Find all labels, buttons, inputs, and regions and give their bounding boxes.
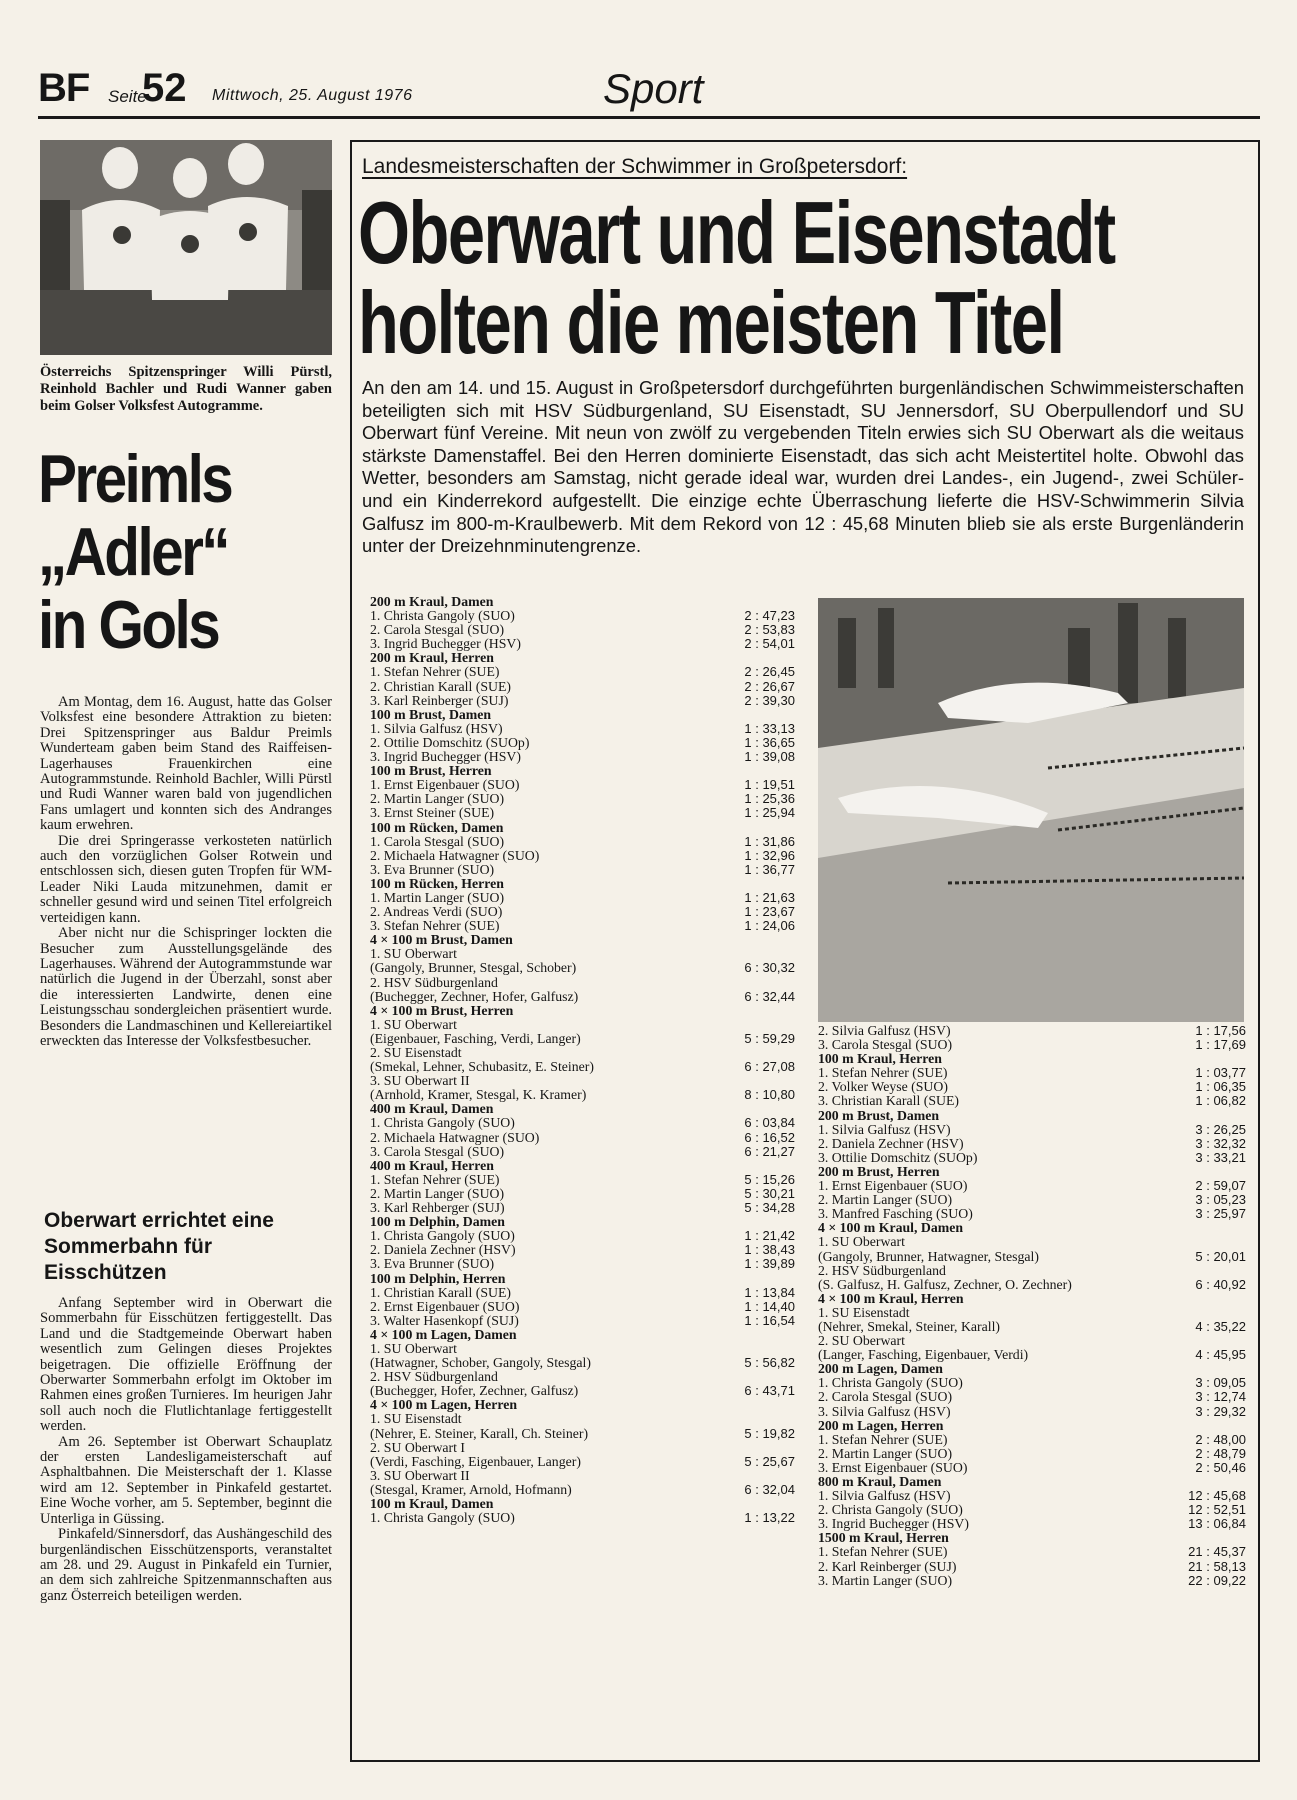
result-row	[370, 1455, 795, 1469]
competitor-name: 3. Ernst Steiner (SUE)	[370, 805, 495, 821]
competitor-name: 2. Ernst Eigenbauer (SUO)	[370, 1298, 520, 1314]
competitor-name: 3. Carola Stesgal (SUO)	[370, 1143, 505, 1159]
competitor-name: (S. Galfusz, H. Galfusz, Zechner, O. Zechner)	[818, 1276, 1072, 1292]
headline-line: Oberwart und Eisenstadt	[358, 183, 1115, 282]
result-time: 6 : 43,71	[744, 1383, 795, 1399]
result-row	[370, 1145, 795, 1159]
left-headline	[38, 443, 293, 662]
competitor-name: 2. Daniela Zechner (HSV)	[370, 1242, 516, 1258]
ski-jumpers-photo	[40, 140, 332, 355]
competitor-name: 2. Carola Stesgal (SUO)	[370, 622, 505, 638]
competitor-name: 2. Martin Langer (SUO)	[818, 1445, 953, 1461]
result-row	[818, 1461, 1246, 1475]
competitor-name: 2. Daniela Zechner (HSV)	[818, 1135, 964, 1151]
result-time: 1 : 32,96	[744, 847, 795, 863]
competitor-name: 3. Silvia Galfusz (HSV)	[818, 1403, 951, 1419]
result-row	[370, 1483, 795, 1497]
result-row	[370, 609, 795, 623]
competitor-name: 1. SU Oberwart	[370, 1016, 457, 1032]
competitor-name: 2. Ottilie Domschitz (SUOp)	[370, 734, 530, 750]
result-time: 5 : 25,67	[744, 1453, 795, 1469]
competitor-name: 1. Ernst Eigenbauer (SUO)	[370, 777, 520, 793]
competitor-name: 3. SU Oberwart II	[370, 1467, 470, 1483]
competitor-name: 1. Stefan Nehrer (SUE)	[370, 1171, 500, 1187]
result-row	[370, 1469, 795, 1483]
competitor-name: 2. SU Oberwart	[818, 1333, 905, 1349]
result-time: 1 : 23,67	[744, 904, 795, 920]
result-row	[818, 1334, 1246, 1348]
event-heading: 200 m Lagen, Herren	[818, 1417, 944, 1433]
result-time: 12 : 45,68	[1188, 1488, 1246, 1504]
competitor-name: 2. SU Oberwart I	[370, 1439, 466, 1455]
result-row	[818, 1306, 1246, 1320]
competitor-name: 3. Ingrid Buchegger (HSV)	[370, 749, 521, 765]
paragraph: Aber nicht nur die Schispringer lockten die Besucher zum Ausstellungsgelände des Lagerhauses. Während der Autogrammstunde war natürlich die Jugend in der Überzahl, sonst aber die interessierten Landwirte, denen eine Leistungsschau sondergleichen präsentiert wurde. Besonders die Landmaschinen und Kellereiartikel erweckten das Interesse der Volksfestbesucher.	[40, 925, 332, 1049]
result-row	[818, 1080, 1246, 1094]
result-row	[370, 806, 795, 820]
result-row	[370, 1257, 795, 1271]
result-time: 8 : 10,80	[744, 1087, 795, 1103]
result-time: 1 : 36,77	[744, 861, 795, 877]
paragraph: Die drei Springerasse verkosteten natürlich auch den vorzüglichen Golser Rotwein und entschlossen sich, diesen guten Tropfen für WM-Leader Niki Lauda mitzunehmen, damit er schneller gesund wird und seinen Titel erfolgreich verteidigen kann.	[40, 832, 332, 926]
section-title: Sport	[603, 65, 704, 112]
result-row	[370, 849, 795, 863]
headline-line: holten die meisten Titel	[358, 273, 1064, 372]
result-time: 2 : 48,79	[1195, 1445, 1246, 1461]
issue-date: Mittwoch, 25. August 1976	[212, 87, 413, 104]
result-time: 4 : 45,95	[1195, 1347, 1246, 1363]
competitor-name: 1. Christa Gangoly (SUO)	[370, 1115, 515, 1131]
result-row	[370, 623, 795, 637]
event-heading: 4 × 100 m Kraul, Damen	[818, 1220, 964, 1236]
page-label: Seite	[108, 87, 147, 106]
result-row	[370, 694, 795, 708]
result-time: 2 : 48,00	[1195, 1431, 1246, 1447]
event-heading: 400 m Kraul, Damen	[370, 1101, 494, 1117]
result-row	[818, 1094, 1246, 1108]
eisschuetzen-headline: Oberwart errichtet eine Sommerbahn für Eisschützen	[44, 1209, 274, 1284]
event-heading: 200 m Lagen, Damen	[818, 1361, 943, 1377]
result-time: 1 : 06,82	[1195, 1093, 1246, 1109]
result-row	[370, 1243, 795, 1257]
result-time: 1 : 39,89	[744, 1256, 795, 1272]
competitor-name: (Arnhold, Kramer, Stesgal, K. Kramer)	[370, 1087, 587, 1103]
event-heading: 1500 m Kraul, Herren	[818, 1530, 949, 1546]
result-row	[370, 1300, 795, 1314]
results-list-right	[818, 1024, 1246, 1588]
result-row	[370, 722, 795, 736]
result-row	[818, 1320, 1246, 1334]
result-time: 5 : 20,01	[1195, 1248, 1246, 1264]
competitor-name: 1. Ernst Eigenbauer (SUO)	[818, 1178, 968, 1194]
result-time: 2 : 26,67	[744, 678, 795, 694]
result-row	[818, 1560, 1246, 1574]
paragraph: Am 26. September ist Oberwart Schauplatz der ersten Landesligameisterschaft auf Asphaltbahnen. Die Meisterschaft der 1. Klasse wird am 12. September in Pinkafeld gestartet. Eine Woche vorher, am 5. September, beginnt die Unterliga in Güssing.	[40, 1433, 332, 1527]
result-row	[370, 1229, 795, 1243]
article-headline	[358, 183, 1115, 372]
competitor-name: 2. Carola Stesgal (SUO)	[818, 1389, 953, 1405]
competitor-name: (Buchegger, Zechner, Hofer, Galfusz)	[370, 988, 579, 1004]
competitor-name: (Stesgal, Kramer, Arnold, Hofmann)	[370, 1481, 572, 1497]
competitor-name: 2. Andreas Verdi (SUO)	[370, 904, 503, 920]
result-row	[370, 1412, 795, 1426]
result-row	[370, 1441, 795, 1455]
result-time: 3 : 09,05	[1195, 1375, 1246, 1391]
result-row	[370, 947, 795, 961]
result-time: 6 : 32,44	[744, 988, 795, 1004]
event-heading: 100 m Delphin, Herren	[370, 1270, 506, 1286]
result-time: 1 : 25,94	[744, 805, 795, 821]
competitor-name: 2. Michaela Hatwagner (SUO)	[370, 1129, 540, 1145]
photo-caption: Österreichs Spitzenspringer Willi Pürstl, Reinhold Bachler und Rudi Wanner gaben beim Golser Volksfest Autogramme.	[40, 364, 332, 414]
competitor-name: 3. SU Oberwart II	[370, 1073, 470, 1089]
result-time: 6 : 30,32	[744, 960, 795, 976]
result-time: 5 : 34,28	[744, 1200, 795, 1216]
result-time: 1 : 17,56	[1195, 1023, 1246, 1038]
result-row	[370, 891, 795, 905]
masthead-rule	[38, 116, 1260, 119]
result-time: 1 : 33,13	[744, 720, 795, 736]
competitor-name: 3. Eva Brunner (SUO)	[370, 861, 495, 877]
result-time: 1 : 14,40	[744, 1298, 795, 1314]
result-time: 2 : 26,45	[744, 664, 795, 680]
competitor-name: 3. Manfred Fasching (SUO)	[818, 1206, 973, 1222]
competitor-name: 1. Carola Stesgal (SUO)	[370, 833, 505, 849]
result-row	[370, 863, 795, 877]
result-row	[370, 1201, 795, 1215]
eisschuetzen-article-body	[40, 1296, 332, 1604]
competitor-name: 3. Ingrid Buchegger (HSV)	[370, 636, 521, 652]
result-row	[818, 1123, 1246, 1137]
competitor-name: (Gangoly, Brunner, Hatwagner, Stesgal)	[818, 1248, 1039, 1264]
competitor-name: 3. Walter Hasenkopf (SUJ)	[370, 1312, 519, 1328]
result-time: 2 : 39,30	[744, 692, 795, 708]
result-time: 21 : 58,13	[1188, 1558, 1246, 1574]
competitor-name: 1. SU Oberwart	[370, 1340, 457, 1356]
result-time: 1 : 31,86	[744, 833, 795, 849]
competitor-name: (Hatwagner, Schober, Gangoly, Stesgal)	[370, 1355, 591, 1371]
result-time: 1 : 03,77	[1195, 1065, 1246, 1081]
competitor-name: 1. Christa Gangoly (SUO)	[370, 1228, 515, 1244]
event-heading: 400 m Kraul, Herren	[370, 1157, 494, 1173]
event-heading: 100 m Brust, Damen	[370, 706, 492, 722]
competitor-name: 2. Karl Reinberger (SUJ)	[818, 1558, 957, 1574]
event-heading: 100 m Rücken, Damen	[370, 819, 504, 835]
result-row	[370, 990, 795, 1004]
result-row	[818, 1137, 1246, 1151]
competitor-name: 2. Michaela Hatwagner (SUO)	[370, 847, 540, 863]
result-time: 6 : 32,04	[744, 1481, 795, 1497]
result-time: 2 : 50,46	[1195, 1459, 1246, 1475]
result-row	[818, 1264, 1246, 1278]
result-time: 5 : 19,82	[744, 1425, 795, 1441]
paragraph: Am Montag, dem 16. August, hatte das Golser Volksfest eine besondere Attraktion zu bieten: Drei Spitzenspringer aus Baldur Preimls Wunderteam gaben beim Stand des Raiffeisen-Lagerhauses Frauenkirchen eine Autogrammstunde. Reinhold Bachler, Willi Pürstl und Rudi Wanner waren bald von jugendlichen Fans umlagert und konnten sich des Andranges kaum erwehren.	[40, 694, 332, 834]
result-row	[370, 778, 795, 792]
result-row	[370, 1187, 795, 1201]
result-row	[370, 961, 795, 975]
competitor-name: (Nehrer, E. Steiner, Karall, Ch. Steiner)	[370, 1425, 589, 1441]
competitor-name: 3. Carola Stesgal (SUO)	[818, 1037, 953, 1053]
swimmers-photo	[818, 598, 1244, 1022]
event-heading: 100 m Brust, Herren	[370, 763, 492, 779]
result-time: 1 : 39,08	[744, 749, 795, 765]
result-time: 5 : 56,82	[744, 1355, 795, 1371]
competitor-name: 1. Christa Gangoly (SUO)	[370, 608, 515, 624]
result-row	[370, 1060, 795, 1074]
result-row	[818, 1390, 1246, 1404]
result-time: 6 : 03,84	[744, 1115, 795, 1131]
competitor-name: (Nehrer, Smekal, Steiner, Karall)	[818, 1318, 1001, 1334]
competitor-name: 2. Christian Karall (SUE)	[370, 678, 512, 694]
result-row	[370, 835, 795, 849]
result-time: 1 : 24,06	[744, 918, 795, 934]
result-time: 2 : 54,01	[744, 636, 795, 652]
result-time: 2 : 47,23	[744, 608, 795, 624]
competitor-name: 2. Martin Langer (SUO)	[818, 1192, 953, 1208]
competitor-name: (Buchegger, Hofer, Zechner, Galfusz)	[370, 1383, 579, 1399]
competitor-name: (Smekal, Lehner, Schubasitz, E. Steiner)	[370, 1059, 594, 1075]
result-row	[818, 1574, 1246, 1588]
event-heading: 800 m Kraul, Damen	[818, 1474, 942, 1489]
competitor-name: 3. Eva Brunner (SUO)	[370, 1256, 495, 1272]
event-heading: 200 m Brust, Herren	[818, 1163, 940, 1179]
result-row	[818, 1278, 1246, 1292]
result-time: 4 : 35,22	[1195, 1318, 1246, 1334]
event-heading: 200 m Kraul, Herren	[370, 650, 494, 666]
result-row	[370, 976, 795, 990]
result-row	[818, 1447, 1246, 1461]
result-row	[818, 1517, 1246, 1531]
competitor-name: 1. Christian Karall (SUE)	[370, 1284, 512, 1300]
newspaper-logo: BF	[38, 66, 90, 110]
result-row	[818, 1545, 1246, 1559]
result-time: 12 : 52,51	[1188, 1502, 1246, 1518]
result-row	[818, 1405, 1246, 1419]
result-time: 21 : 45,37	[1188, 1544, 1246, 1560]
result-row	[370, 905, 795, 919]
result-time: 1 : 25,36	[744, 791, 795, 807]
result-row	[818, 1376, 1246, 1390]
event-heading: 100 m Kraul, Herren	[818, 1051, 942, 1067]
competitor-name: (Gangoly, Brunner, Stesgal, Schober)	[370, 960, 577, 976]
competitor-name: 1. SU Eisenstadt	[370, 1411, 462, 1427]
result-row	[370, 1370, 795, 1384]
result-row	[370, 680, 795, 694]
competitor-name: 1. SU Eisenstadt	[818, 1304, 910, 1320]
result-time: 13 : 06,84	[1188, 1516, 1246, 1532]
competitor-name: 3. Karl Rehberger (SUJ)	[370, 1200, 505, 1216]
result-row	[818, 1066, 1246, 1080]
result-row	[818, 1193, 1246, 1207]
competitor-name: 1. Christa Gangoly (SUO)	[370, 1510, 515, 1526]
result-time: 5 : 59,29	[744, 1030, 795, 1046]
result-time: 3 : 25,97	[1195, 1206, 1246, 1222]
left-headline-line: „Adler“	[38, 514, 228, 590]
competitor-name: 3. Ernst Eigenbauer (SUO)	[818, 1459, 968, 1475]
result-row	[818, 1024, 1246, 1038]
result-row	[370, 1511, 795, 1525]
left-headline-line: Preimls	[38, 441, 232, 517]
result-row	[370, 665, 795, 679]
result-row	[370, 1131, 795, 1145]
result-row	[370, 750, 795, 764]
event-heading: 100 m Kraul, Damen	[370, 1496, 494, 1511]
swimming-article	[350, 140, 1260, 1762]
result-row	[818, 1179, 1246, 1193]
result-row	[818, 1151, 1246, 1165]
result-row	[370, 1314, 795, 1328]
result-row	[370, 919, 795, 933]
result-row	[370, 1088, 795, 1102]
competitor-name: (Langer, Fasching, Eigenbauer, Verdi)	[818, 1347, 1029, 1363]
event-heading: 100 m Delphin, Damen	[370, 1214, 505, 1230]
competitor-name: 3. Ingrid Buchegger (HSV)	[818, 1516, 969, 1532]
event-heading: 4 × 100 m Lagen, Damen	[370, 1326, 517, 1342]
result-row	[818, 1207, 1246, 1221]
competitor-name: 1. Stefan Nehrer (SUE)	[818, 1431, 948, 1447]
competitor-name: 3. Martin Langer (SUO)	[818, 1572, 953, 1588]
result-time: 1 : 13,84	[744, 1284, 795, 1300]
result-time: 3 : 05,23	[1195, 1192, 1246, 1208]
result-time: 3 : 12,74	[1195, 1389, 1246, 1405]
result-row	[818, 1348, 1246, 1362]
result-time: 6 : 16,52	[744, 1129, 795, 1145]
competitor-name: 2. Christa Gangoly (SUO)	[818, 1502, 963, 1518]
event-heading: 4 × 100 m Brust, Herren	[370, 1002, 514, 1018]
result-time: 1 : 21,42	[744, 1228, 795, 1244]
result-time: 6 : 21,27	[744, 1143, 795, 1159]
result-row	[370, 1116, 795, 1130]
left-headline-line: in Gols	[38, 587, 219, 663]
result-time: 5 : 30,21	[744, 1185, 795, 1201]
page-number: 52	[142, 66, 187, 110]
event-heading: 4 × 100 m Brust, Damen	[370, 932, 513, 948]
article-lead: An den am 14. und 15. August in Großpetersdorf durchgeführten burgenländischen Schwimmeisterschaften beteiligten sich mit HSV Südburgenland, SU Eisenstadt, SU Jennersdorf, SU Oberpullendorf und SU Oberwart fünf Vereine. Mit neun von zwölf zu vergebenden Titeln erwies sich SU Oberwart als die weitaus stärkste Damenstaffel. Bei den Herren dominierte Eisenstadt, das sich acht Meistertitel holte. Obwohl das Wetter, besonders am Samstag, nicht gerade ideal war, wurden drei Landes-, ein Jugend-, zwei Schüler- und ein Kinderrekord aufgestellt. Die einzige echte Überraschung lieferte die HSV-Schwimmerin Silvia Galfusz im 800-m-Kraulbewerb. Mit dem Rekord von 12 : 45,68 Minuten blieb sie als erste Burgenländerin unter der Dreizehnminutengrenze.	[362, 377, 1244, 557]
event-heading: 100 m Rücken, Herren	[370, 875, 504, 891]
result-time: 1 : 38,43	[744, 1242, 795, 1258]
result-row	[370, 1173, 795, 1187]
result-time: 2 : 53,83	[744, 622, 795, 638]
adler-article-body	[40, 695, 332, 1049]
competitor-name: 3. Karl Reinberger (SUJ)	[370, 692, 509, 708]
competitor-name: 1. Silvia Galfusz (HSV)	[818, 1121, 951, 1137]
result-time: 5 : 15,26	[744, 1171, 795, 1187]
competitor-name: (Verdi, Fasching, Eigenbauer, Langer)	[370, 1453, 581, 1469]
competitor-name: 1. Stefan Nehrer (SUE)	[818, 1065, 948, 1081]
result-time: 1 : 13,22	[744, 1510, 795, 1526]
result-time: 1 : 36,65	[744, 734, 795, 750]
result-time: 1 : 16,54	[744, 1312, 795, 1328]
competitor-name: 2. Martin Langer (SUO)	[370, 791, 505, 807]
competitor-name: 2. HSV Südburgenland	[818, 1262, 946, 1278]
result-row	[818, 1038, 1246, 1052]
competitor-name: 1. Silvia Galfusz (HSV)	[370, 720, 503, 736]
result-row	[818, 1503, 1246, 1517]
result-row	[370, 736, 795, 750]
competitor-name: 1. Martin Langer (SUO)	[370, 889, 505, 905]
competitor-name: 2. Martin Langer (SUO)	[370, 1185, 505, 1201]
result-time: 3 : 29,32	[1195, 1403, 1246, 1419]
event-heading: 200 m Brust, Damen	[818, 1107, 940, 1123]
result-time: 2 : 59,07	[1195, 1178, 1246, 1194]
article-kicker: Landesmeisterschaften der Schwimmer in Großpetersdorf:	[362, 155, 908, 178]
result-time: 22 : 09,22	[1188, 1572, 1246, 1588]
result-row	[818, 1433, 1246, 1447]
competitor-name: 2. SU Eisenstadt	[370, 1045, 462, 1060]
competitor-name: 1. Silvia Galfusz (HSV)	[818, 1488, 951, 1504]
result-row	[370, 1286, 795, 1300]
result-time: 1 : 21,63	[744, 889, 795, 905]
event-heading: 4 × 100 m Kraul, Herren	[818, 1290, 964, 1306]
competitor-name: 1. Christa Gangoly (SUO)	[818, 1375, 963, 1391]
event-heading: 200 m Kraul, Damen	[370, 594, 494, 609]
result-row	[370, 1427, 795, 1441]
competitor-name: 1. SU Oberwart	[370, 946, 457, 962]
result-time: 1 : 06,35	[1195, 1079, 1246, 1095]
results-list-left	[370, 595, 795, 1525]
masthead	[38, 66, 1260, 122]
result-row	[370, 1032, 795, 1046]
result-time: 1 : 17,69	[1195, 1037, 1246, 1053]
result-row	[370, 1074, 795, 1088]
result-time: 3 : 26,25	[1195, 1121, 1246, 1137]
result-row	[370, 1356, 795, 1370]
result-row	[370, 792, 795, 806]
competitor-name: 3. Christian Karall (SUE)	[818, 1093, 960, 1109]
competitor-name: 1. Stefan Nehrer (SUE)	[370, 664, 500, 680]
result-time: 6 : 27,08	[744, 1059, 795, 1075]
competitor-name: 1. SU Oberwart	[818, 1234, 905, 1250]
left-column	[38, 138, 334, 1778]
competitor-name: 3. Ottilie Domschitz (SUOp)	[818, 1149, 978, 1165]
result-row	[370, 1046, 795, 1060]
event-heading: 4 × 100 m Lagen, Herren	[370, 1397, 518, 1413]
competitor-name: 2. HSV Südburgenland	[370, 974, 498, 990]
result-row	[370, 637, 795, 651]
result-row	[818, 1489, 1246, 1503]
result-time: 1 : 19,51	[744, 777, 795, 793]
result-row	[370, 1342, 795, 1356]
result-time: 3 : 32,32	[1195, 1135, 1246, 1151]
competitor-name: 3. Stefan Nehrer (SUE)	[370, 918, 500, 934]
paragraph: Anfang September wird in Oberwart die Sommerbahn für Eisschützen fertiggestellt. Das Land und die Stadtgemeinde Oberwart haben wesentlich zum Gelingen dieses Projektes beigetragen. Die offizielle Eröffnung der Oberwarter Sommerbahn erfolgt im Oktober im Rahmen eines großen Turnieres. Im heurigen Jahr soll auch noch die Flutlichtanlage fertiggestellt werden.	[40, 1295, 332, 1435]
result-row	[370, 1384, 795, 1398]
paragraph: Pinkafeld/Sinnersdorf, das Aushängeschild des burgenländischen Eisschützensports, veranstaltet am 28. und 29. August in Pinkafeld ein Turnier, an dem sich zahlreiche Spitzenmannschaften aus ganz Österreich beteiligen werden.	[40, 1526, 332, 1604]
result-row	[370, 1018, 795, 1032]
result-row	[818, 1250, 1246, 1264]
competitor-name: (Eigenbauer, Fasching, Verdi, Langer)	[370, 1030, 581, 1046]
competitor-name: 2. Volker Weyse (SUO)	[818, 1079, 948, 1095]
result-row	[818, 1235, 1246, 1249]
competitor-name: 2. HSV Südburgenland	[370, 1369, 498, 1385]
competitor-name: 1. Stefan Nehrer (SUE)	[818, 1544, 948, 1560]
result-time: 6 : 40,92	[1195, 1276, 1246, 1292]
competitor-name: 2. Silvia Galfusz (HSV)	[818, 1023, 951, 1038]
result-time: 3 : 33,21	[1195, 1149, 1246, 1165]
